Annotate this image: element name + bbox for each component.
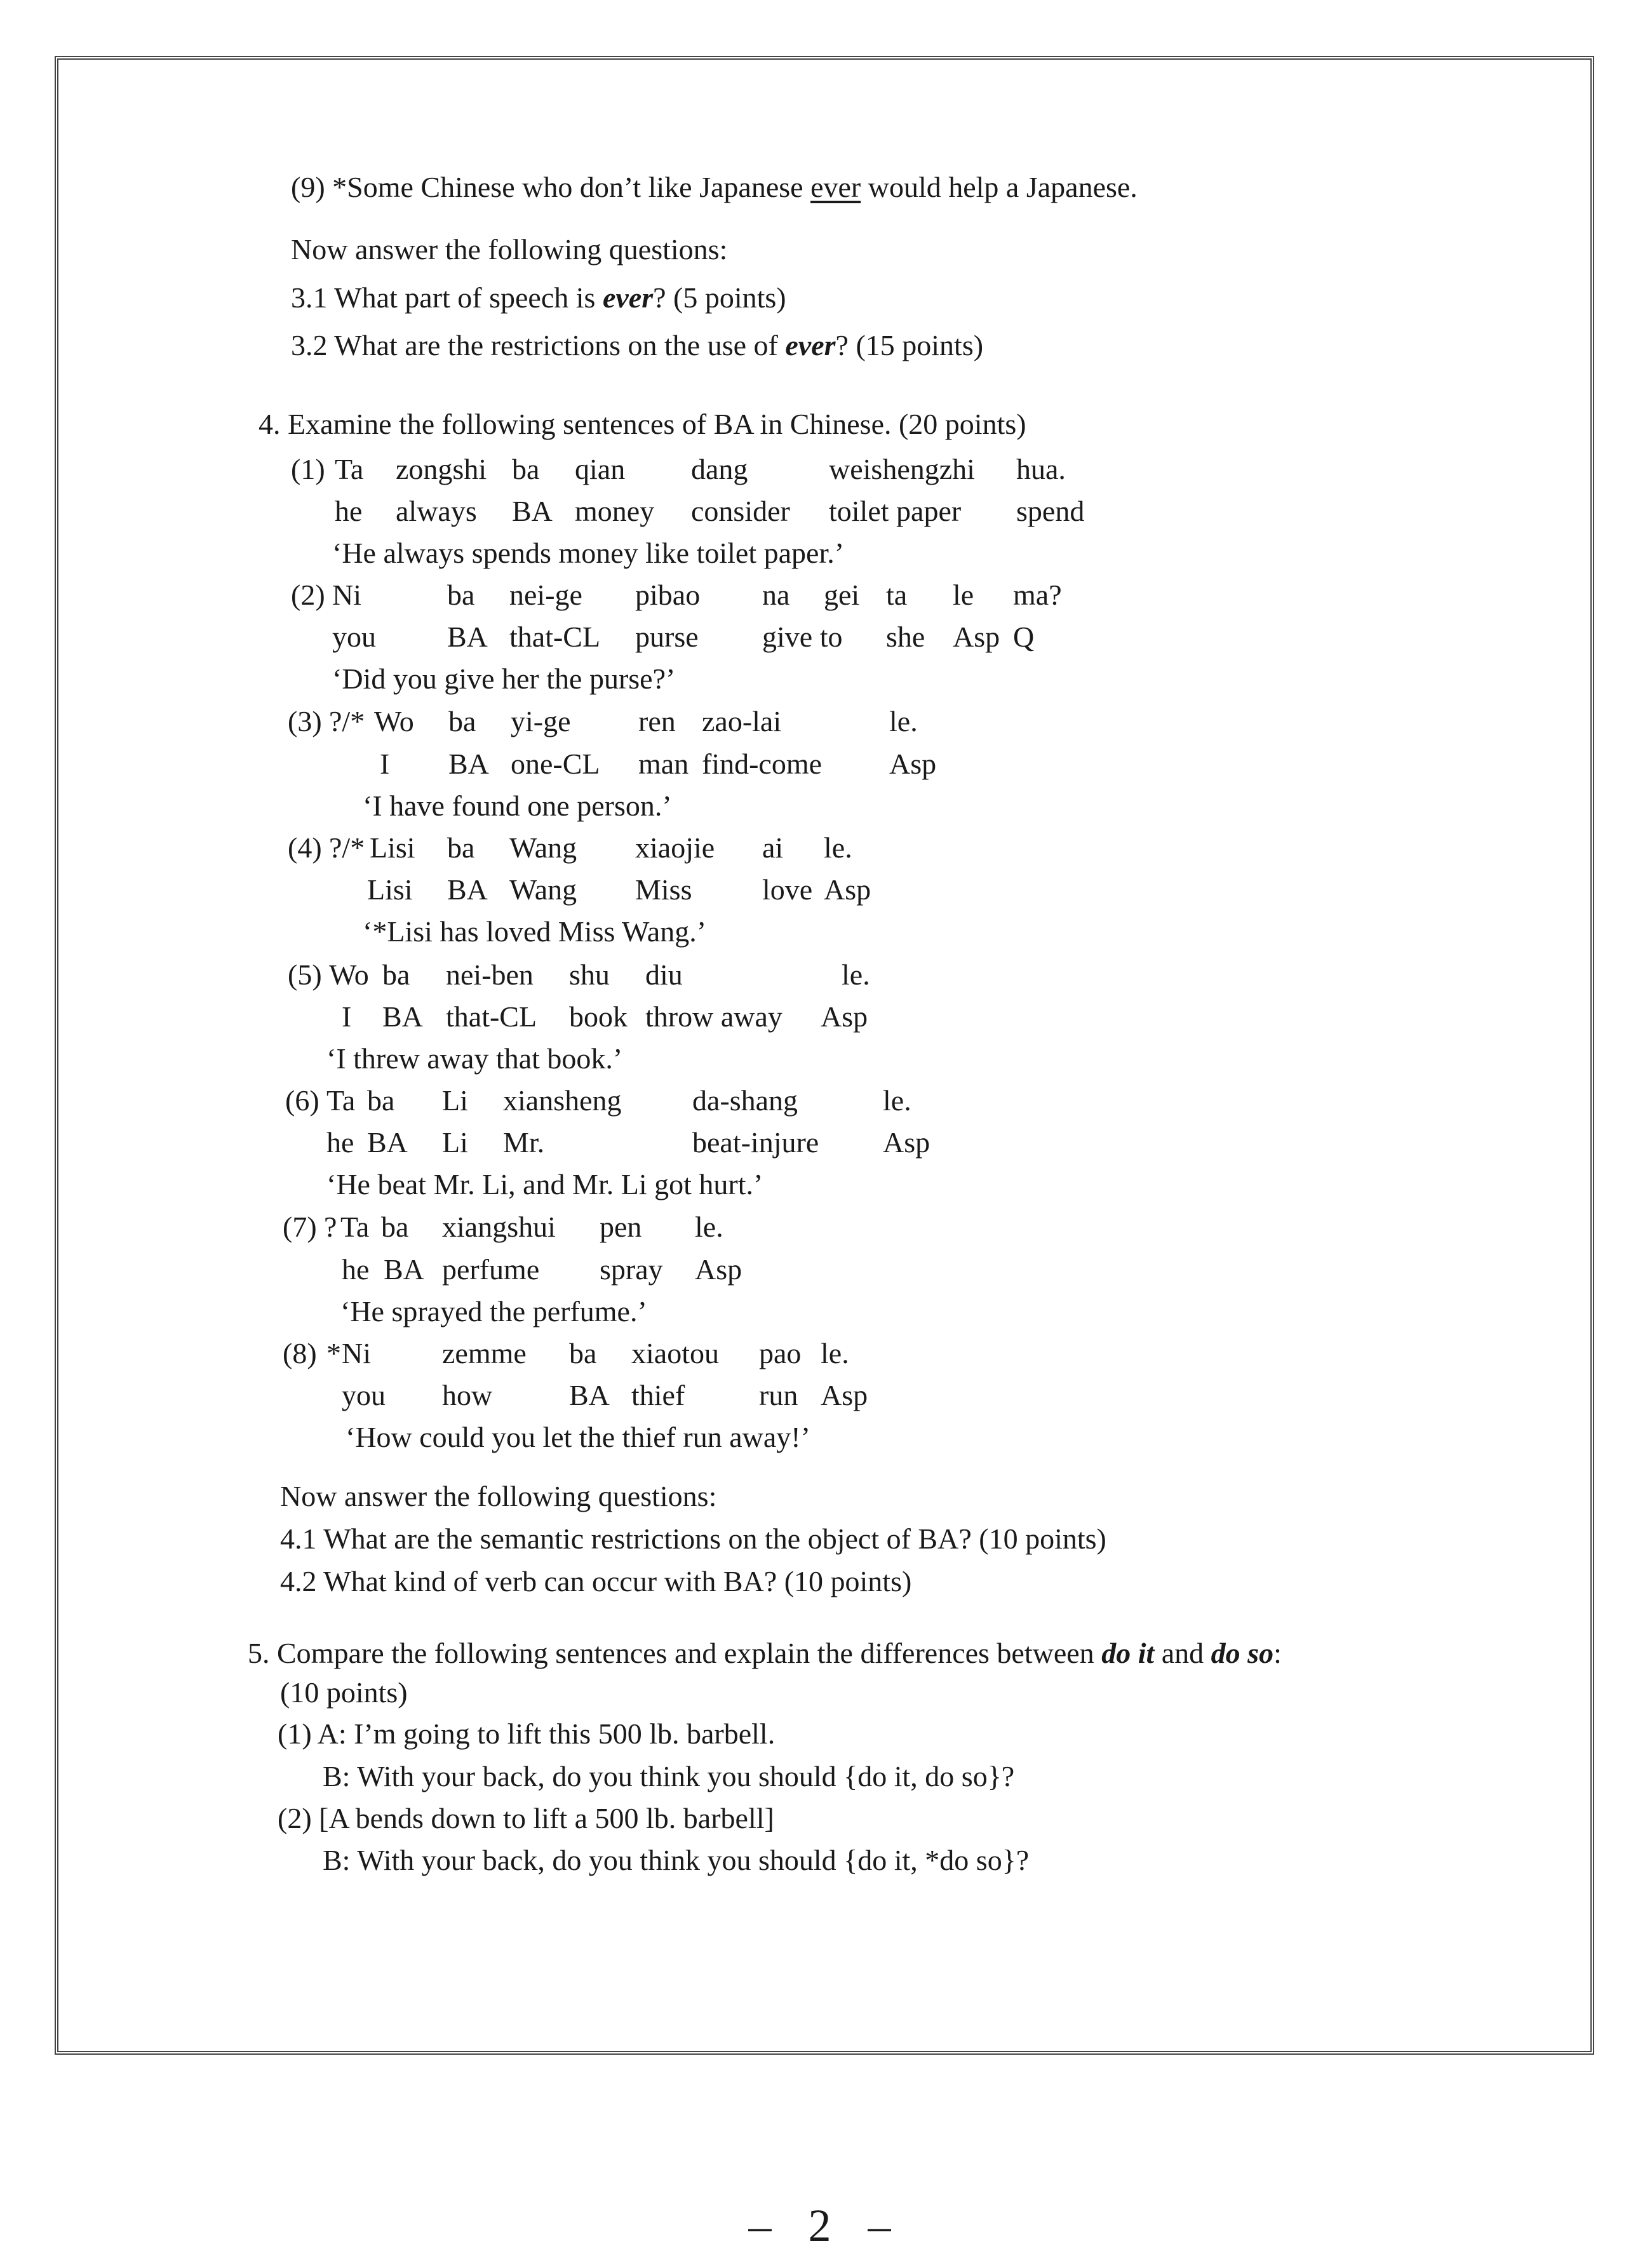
word: Wo	[374, 705, 414, 737]
word: weishengzhi	[829, 453, 975, 485]
word: pen	[600, 1211, 642, 1243]
word: Lisi	[370, 831, 415, 864]
word: ba	[367, 1084, 395, 1117]
word: ba	[448, 705, 476, 737]
word: zemme	[442, 1337, 527, 1369]
gloss: that-CL	[446, 1000, 537, 1033]
gloss: give to	[762, 621, 843, 653]
page-number: – 2 –	[748, 2200, 904, 2251]
q4-instruction: Now answer the following questions:	[280, 1480, 717, 1512]
gloss: BA	[447, 621, 488, 653]
word: dang	[691, 453, 748, 485]
gloss: Li	[442, 1126, 468, 1159]
word: ba	[512, 453, 540, 485]
translation: ‘*Lisi has loved Miss Wang.’	[363, 915, 707, 948]
word: le.	[842, 958, 870, 991]
word: Wo	[329, 958, 369, 991]
translation: ‘He beat Mr. Li, and Mr. Li got hurt.’	[326, 1168, 763, 1200]
word: le.	[821, 1337, 849, 1369]
gloss: find-come	[702, 748, 823, 780]
word: da-shang	[692, 1084, 798, 1117]
word: pibao	[635, 579, 701, 611]
gloss: Asp	[889, 748, 937, 780]
example-5-2-a: (2) [A bends down to lift a 500 lb. barbell]	[278, 1802, 774, 1834]
gloss: Mr.	[503, 1126, 545, 1159]
word: le.	[889, 705, 918, 737]
word: xiangshui	[442, 1211, 556, 1243]
question-5-points: (10 points)	[280, 1676, 408, 1709]
word: Ta	[335, 453, 364, 485]
gloss: BA	[448, 748, 489, 780]
gloss: thief	[631, 1379, 685, 1411]
gloss: he	[335, 495, 363, 527]
word: Ta	[340, 1211, 370, 1243]
gloss: you	[342, 1379, 386, 1411]
word: ba	[382, 958, 410, 991]
gloss: run	[759, 1379, 798, 1411]
word: pao	[759, 1337, 802, 1369]
example-number: (2)	[291, 579, 325, 611]
word: ba	[447, 579, 475, 611]
gloss: throw away	[645, 1000, 782, 1033]
word: yi-ge	[511, 705, 571, 737]
gloss: Asp	[883, 1126, 930, 1159]
gloss: Asp	[695, 1253, 742, 1286]
word: xiaojie	[635, 831, 715, 864]
gloss: BA	[367, 1126, 408, 1159]
gloss: Miss	[635, 873, 692, 906]
word: Ni	[342, 1337, 371, 1369]
gloss: I	[380, 748, 390, 780]
question-4-heading: 4. Examine the following sentences of BA in Chinese. (20 points)	[259, 408, 1026, 440]
example-9: (9) *Some Chinese who don’t like Japanese ever would help a Japanese.	[291, 171, 1138, 203]
gloss: BA	[384, 1253, 424, 1286]
example-5-1-a: (1) A: I’m going to lift this 500 lb. barbell.	[278, 1717, 776, 1750]
translation: ‘I have found one person.’	[363, 790, 672, 822]
translation: ‘I threw away that book.’	[326, 1042, 623, 1075]
word: ma?	[1013, 579, 1062, 611]
gloss: BA	[512, 495, 553, 527]
example-5-1-b: B: With your back, do you think you should {do it, do so}?	[323, 1760, 1015, 1792]
word: Wang	[509, 831, 577, 864]
word: xiaotou	[631, 1337, 719, 1369]
question-4-1: 4.1 What are the semantic restrictions on the object of BA? (10 points)	[280, 1522, 1106, 1555]
gloss: Asp	[821, 1379, 868, 1411]
gloss: man	[638, 748, 689, 780]
word: ai	[762, 831, 784, 864]
gloss: I	[342, 1000, 352, 1033]
word: Li	[442, 1084, 468, 1117]
gloss: he	[326, 1126, 354, 1159]
gloss: purse	[635, 621, 699, 653]
q3-instruction: Now answer the following questions:	[291, 233, 728, 265]
gloss: book	[569, 1000, 628, 1033]
question-3-1: 3.1 What part of speech is ever? (5 points)	[291, 281, 786, 314]
example-5-2-b: B: With your back, do you think you should {do it, *do so}?	[323, 1844, 1030, 1876]
word: nei-ben	[446, 958, 534, 991]
gloss: Asp	[821, 1000, 868, 1033]
translation: ‘He always spends money like toilet paper.’	[332, 537, 845, 569]
translation: ‘How could you let the thief run away!’	[346, 1421, 810, 1453]
word: le	[953, 579, 974, 611]
gloss: you	[332, 621, 376, 653]
gloss: spend	[1016, 495, 1085, 527]
example-number: (6)	[285, 1084, 319, 1117]
gloss: how	[442, 1379, 493, 1411]
grammaticality-mark: ?	[324, 1211, 337, 1243]
word: le.	[824, 831, 852, 864]
example-number: (7)	[283, 1211, 317, 1243]
word: ba	[381, 1211, 409, 1243]
gloss: BA	[447, 873, 488, 906]
gloss: Asp	[824, 873, 871, 906]
example-number: (4)	[288, 831, 322, 864]
gloss: he	[342, 1253, 370, 1286]
word: gei	[824, 579, 860, 611]
gloss: that-CL	[509, 621, 601, 653]
word: hua.	[1016, 453, 1066, 485]
word: nei-ge	[509, 579, 582, 611]
example-number: (1)	[291, 453, 325, 485]
grammaticality-mark: ?/*	[329, 831, 365, 864]
gloss: BA	[569, 1379, 610, 1411]
question-5-heading: 5. Compare the following sentences and explain the differences between do it and do so:	[248, 1637, 1282, 1669]
word: na	[762, 579, 790, 611]
gloss: money	[575, 495, 655, 527]
word: le.	[695, 1211, 723, 1243]
example-number: (8)	[283, 1337, 317, 1369]
gloss: beat-injure	[692, 1126, 819, 1159]
translation: ‘He sprayed the perfume.’	[340, 1295, 647, 1327]
word: Ni	[332, 579, 361, 611]
word: le.	[883, 1084, 911, 1117]
gloss: BA	[382, 1000, 423, 1033]
gloss: Q	[1013, 621, 1035, 653]
gloss: consider	[691, 495, 790, 527]
gloss: love	[762, 873, 813, 906]
gloss: toilet paper	[829, 495, 962, 527]
question-3-2: 3.2 What are the restrictions on the use of ever? (15 points)	[291, 329, 984, 361]
translation: ‘Did you give her the purse?’	[332, 662, 676, 695]
word: shu	[569, 958, 610, 991]
gloss: perfume	[442, 1253, 540, 1286]
word: zao-lai	[702, 705, 782, 737]
word: qian	[575, 453, 626, 485]
word: diu	[645, 958, 683, 991]
word: ta	[886, 579, 908, 611]
example-number: (3)	[288, 705, 322, 737]
gloss: she	[886, 621, 925, 653]
word: ba	[447, 831, 475, 864]
word: ba	[569, 1337, 597, 1369]
word: Ta	[326, 1084, 356, 1117]
word: xiansheng	[503, 1084, 622, 1117]
grammaticality-mark: *	[326, 1337, 341, 1369]
question-4-2: 4.2 What kind of verb can occur with BA? (10 points)	[280, 1565, 912, 1597]
grammaticality-mark: ?/*	[329, 705, 365, 737]
word: zongshi	[396, 453, 487, 485]
word: ren	[638, 705, 676, 737]
gloss: Lisi	[367, 873, 413, 906]
gloss: spray	[600, 1253, 663, 1286]
example-number: (5)	[288, 958, 322, 991]
gloss: Asp	[953, 621, 1000, 653]
gloss: one-CL	[511, 748, 600, 780]
gloss: Wang	[509, 873, 577, 906]
gloss: always	[396, 495, 477, 527]
